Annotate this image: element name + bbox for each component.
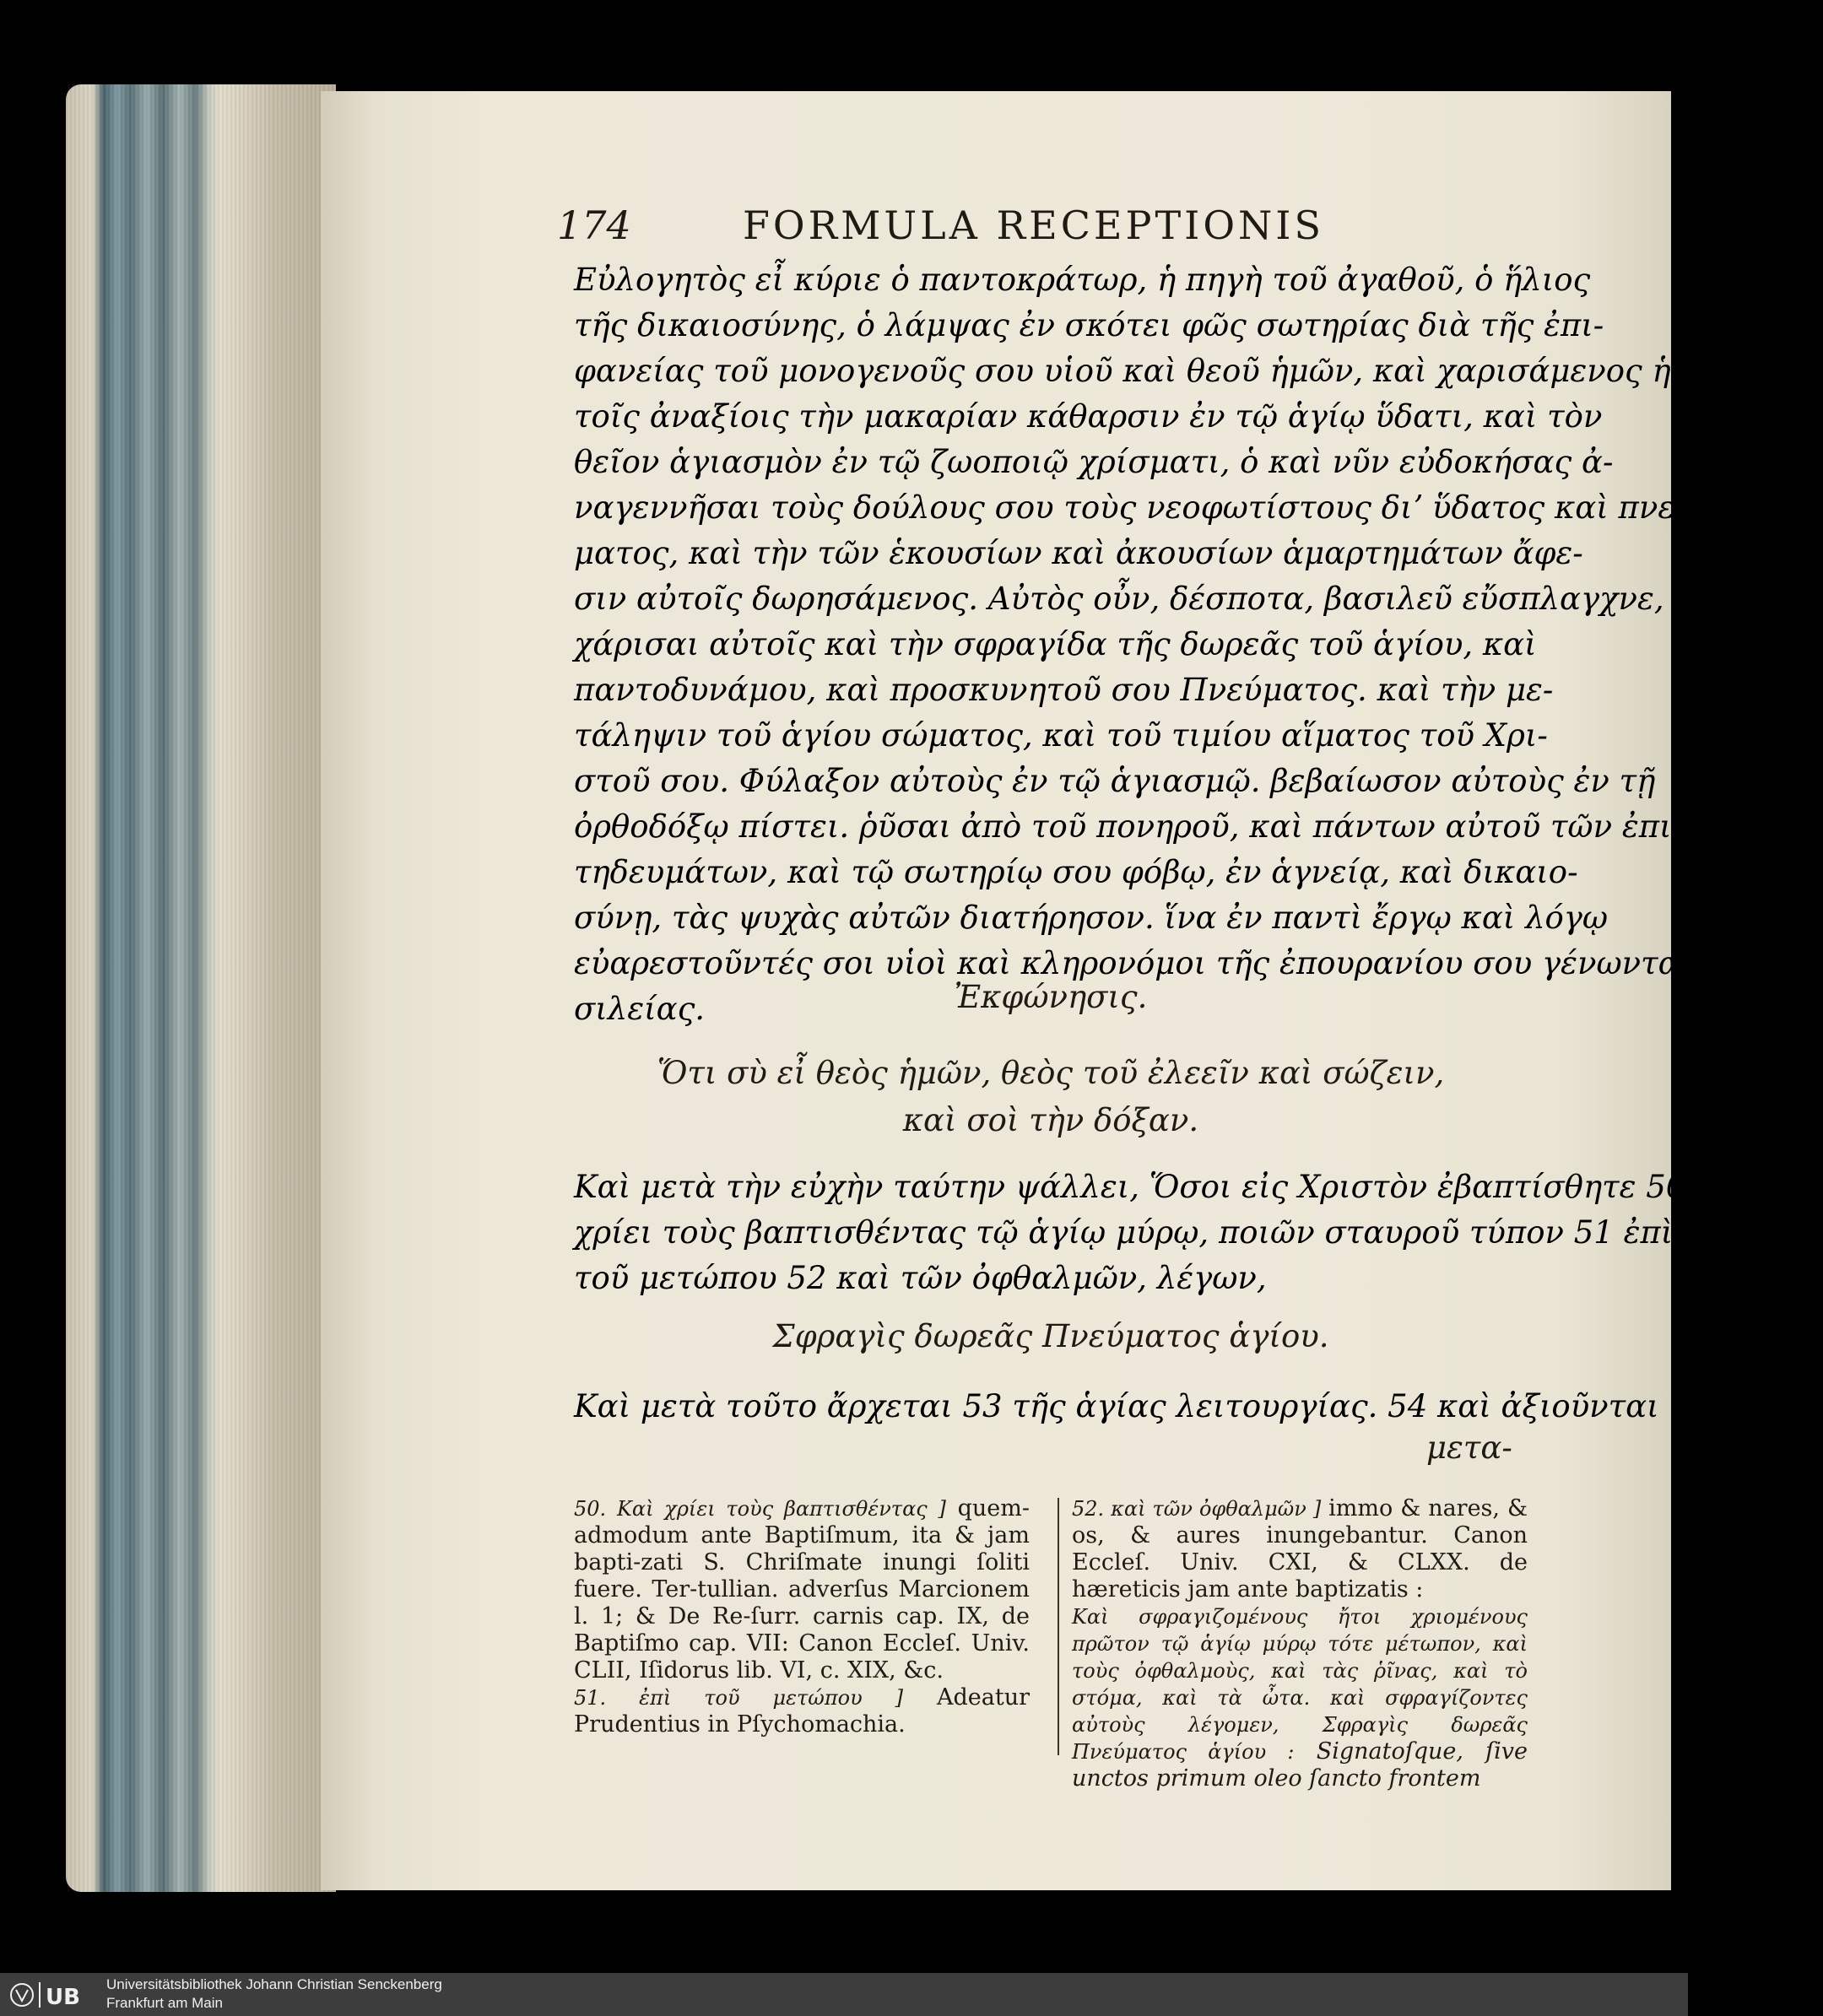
- prayer-line: εὐαρεστοῦντές σοι υἱοὶ καὶ κληρονόμοι τῆς ἐπουρανίου σου γένωνται βα-: [574, 945, 1751, 981]
- prayer-line: σύνῃ, τὰς ψυχὰς αὐτῶν διατήρησον. ἵνα ἐν παντὶ ἔργῳ καὶ λόγῳ: [574, 900, 1609, 936]
- prayer-line: τοῖς ἀναξίοις τὴν μακαρίαν κάθαρσιν ἐν τῷ ἁγίῳ ὕδατι, καὶ τὸν: [574, 398, 1603, 435]
- running-head: FORMULA RECEPTIONIS: [743, 203, 1324, 248]
- prayer-line: ὀρθοδόξῳ πίστει. ῥῦσαι ἀπὸ τοῦ πονηροῦ, καὶ πάντων αὐτοῦ τῶν ἐπι-: [574, 808, 1683, 845]
- page-number: 174: [557, 203, 631, 248]
- prayer-line: χάρισαι αὐτοῖς καὶ τὴν σφραγίδα τῆς δωρεᾶς τοῦ ἁγίου, καὶ: [574, 626, 1537, 662]
- library-city: Frankfurt am Main: [106, 1995, 223, 2011]
- ekphonesis-line: καὶ σοὶ τὴν δόξαν.: [902, 1102, 1199, 1138]
- prayer-line: θεῖον ἁγιασμὸν ἐν τῷ ζωοποιῷ χρίσματι, ὁ καὶ νῦν εὐδοκήσας ἀ-: [574, 444, 1614, 480]
- closing-line: Καὶ μετὰ τοῦτο ἄρχεται 53 τῆς ἁγίας λειτουργίας. 54 καὶ ἀξιοῦνται τῆς ἁγίας: [574, 1388, 1823, 1424]
- prayer-line: τῆς δικαιοσύνης, ὁ λάμψας ἐν σκότει φῶς σωτηρίας διὰ τῆς ἐπι-: [574, 307, 1604, 343]
- rubric-line: χρίει τοὺς βαπτισθέντας τῷ ἁγίῳ μύρῳ, ποιῶν σταυροῦ τύπον 51 ἐπὶ: [574, 1214, 1674, 1251]
- prayer-line: στοῦ σου. Φύλαξον αὐτοὺς ἐν τῷ ἁγιασμῷ. βεβαίωσον αὐτοὺς ἐν τῇ: [574, 763, 1656, 799]
- prayer-line: τηδευμάτων, καὶ τῷ σωτηρίῳ σου φόβῳ, ἐν ἁγνείᾳ, καὶ δικαιο-: [574, 854, 1578, 890]
- book-page-edges: [66, 84, 336, 1892]
- rubric-line: Καὶ μετὰ τὴν εὐχὴν ταύτην ψάλλει, Ὅσοι εἰς Χριστὸν ἐβαπτίσθητε 50 καὶ: [574, 1169, 1750, 1205]
- footnote-latin-quote: Signatoſque, ſive unctos primum oleo ſancto frontem: [1072, 1738, 1528, 1792]
- footnotes-left: [574, 1495, 1030, 1738]
- rubric-line: τοῦ μετώπου 52 καὶ τῶν ὀφθαλμῶν, λέγων,: [574, 1260, 1267, 1296]
- prayer-line: τάληψιν τοῦ ἁγίου σώματος, καὶ τοῦ τιμίου αἵματος τοῦ Χρι-: [574, 717, 1548, 754]
- footnote-51: [574, 1684, 1030, 1738]
- prayer-line: παντοδυνάμου, καὶ προσκυνητοῦ σου Πνεύματος. καὶ τὴν με-: [574, 672, 1554, 708]
- footnote-lemma: 50. Καὶ χρίει τοὺς βαπτισθέντας ]: [574, 1497, 946, 1521]
- footnote-text: quem-admodum ante Baptiſmum, ita & jam bapti-zati S. Chriſmate inungi ſoliti fuere. Ter-tullian. adverſus Marcionem l. 1; & De Re-ſurr. carnis cap. IX, de Baptiſmo cap. VII: Canon Eccleſ. Univ. CLII, Iſidorus lib. VI, c. XIX, &c.: [574, 1495, 1030, 1684]
- prayer-line: φανείας τοῦ μονογενοῦς σου υἱοῦ καὶ θεοῦ ἡμῶν, καὶ χαρισάμενος ἡμῖν: [574, 353, 1723, 389]
- prayer-line: ναγεννῆσαι τοὺς δούλους σου τοὺς νεοφωτίστους διʼ ὕδατος καὶ πνεύ-: [574, 489, 1705, 526]
- footnote-52-greek-citation: [1072, 1603, 1528, 1792]
- footnote-lemma: 52. καὶ τῶν ὀφθαλμῶν ]: [1072, 1497, 1322, 1521]
- seal-formula: Σφραγὶς δωρεᾶς Πνεύματος ἁγίου.: [772, 1318, 1329, 1354]
- ub-logo-text: UB: [46, 1985, 80, 2010]
- ekphonesis-heading: Ἐκφώνησις.: [954, 979, 1148, 1015]
- catchword: μετα-: [1426, 1430, 1512, 1466]
- footnote-lemma: 51. ἐπὶ τοῦ μετώπου ]: [574, 1686, 904, 1710]
- prayer-line: Εὐλογητὸς εἶ κύριε ὁ παντοκράτωρ, ἡ πηγὴ τοῦ ἀγαθοῦ, ὁ ἥλιος: [574, 262, 1591, 298]
- footnote-50: [574, 1495, 1030, 1684]
- footnote-column-divider: [1058, 1498, 1059, 1755]
- footnotes-right: [1072, 1495, 1528, 1792]
- footnote-text: immo & nares, & os, & aures inungebantur. Canon Eccleſ. Univ. CXI, & CLXX. de hæreticis jam ante baptizatis :: [1072, 1495, 1528, 1603]
- prayer-line: σιλείας.: [574, 991, 706, 1027]
- library-footer-bar: [0, 1973, 1688, 2016]
- footnote-52: [1072, 1495, 1528, 1603]
- ekphonesis-line: Ὅτι σὺ εἶ θεὸς ἡμῶν, θεὸς τοῦ ἐλεεῖν καὶ σώζειν,: [657, 1055, 1445, 1091]
- footnote-text: Adeatur Prudentius in Pſychomachia.: [574, 1684, 1030, 1738]
- ub-logo-icon: [8, 1980, 93, 2010]
- prayer-line: ματος, καὶ τὴν τῶν ἑκουσίων καὶ ἀκουσίων ἁμαρτημάτων ἄφε-: [574, 535, 1583, 571]
- footnote-greek-quote: Καὶ σφραγιζομένους ἤτοι χριομένους πρῶτον τῷ ἁγίῳ μύρῳ τότε μέτωπον, καὶ τοὺς ὀφθαλμοὺς, καὶ τὰς ῥῖνας, καὶ τὸ στόμα, καὶ τὰ ὦτα. καὶ σφραγίζοντες αὐτοὺς λέγομεν, Σφραγὶς δωρεᾶς Πνεύματος ἁγίου :: [1072, 1605, 1528, 1764]
- library-name: Universitätsbibliothek Johann Christian Senckenberg: [106, 1976, 442, 1992]
- prayer-line: σιν αὐτοῖς δωρησάμενος. Αὐτὸς οὖν, δέσποτα, βασιλεῦ εὔσπλαγχνε,: [574, 581, 1664, 617]
